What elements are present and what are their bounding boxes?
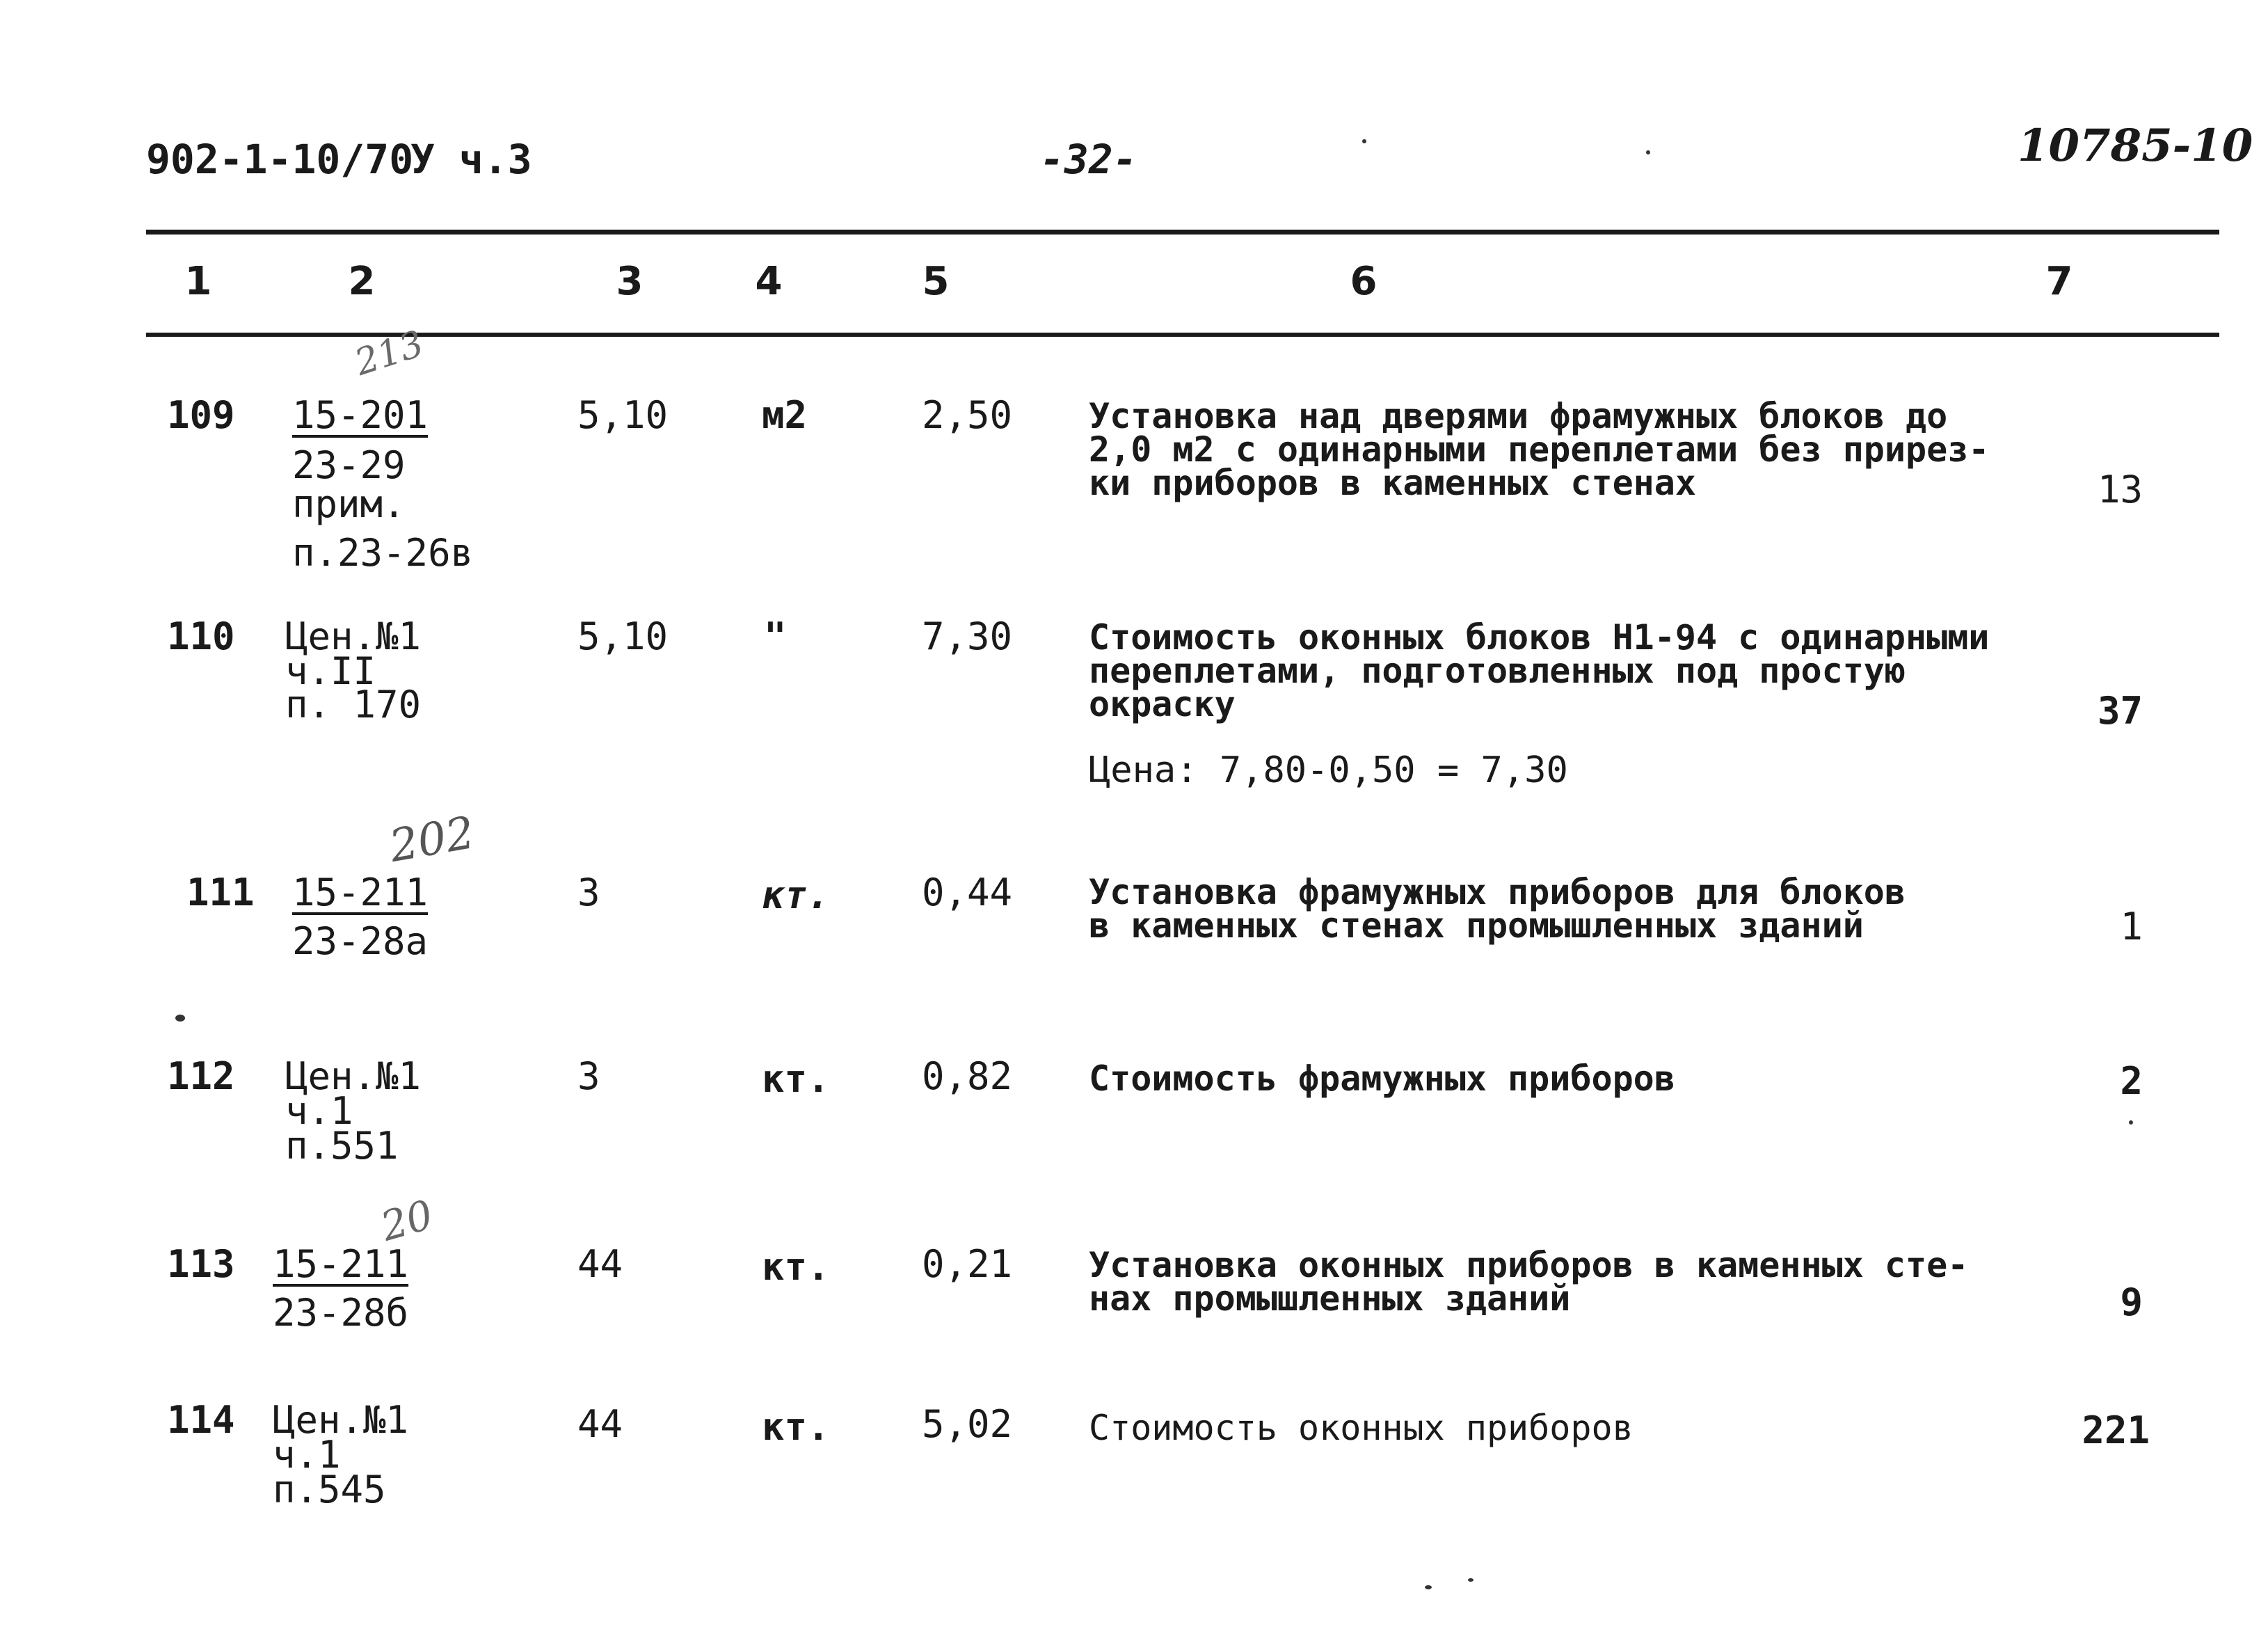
column-number-1: 1	[184, 259, 212, 304]
column-number-2: 2	[348, 259, 376, 304]
scan-speck	[1425, 1585, 1432, 1589]
column-number-4: 4	[755, 259, 783, 304]
unit-price: 7,30	[922, 614, 1013, 658]
unit: кт.	[762, 1245, 830, 1289]
unit: кт.	[762, 1405, 830, 1449]
quantity: 5,10	[577, 393, 669, 437]
handwritten-margin-note: 20	[376, 1191, 438, 1250]
description-line: 2,0 м2 с одинарными переплетами без прирез-	[1089, 429, 1990, 470]
norm-code-line: п. 170	[285, 683, 422, 726]
description-line: переплетами, подготовленных под простую	[1089, 651, 1906, 691]
row-number: 110	[167, 614, 235, 658]
column-number-7: 7	[2045, 259, 2073, 304]
norm-code-line: ч.II	[285, 649, 376, 693]
description-line: Стоимость фрамужных приборов	[1089, 1058, 1675, 1099]
norm-code: 15-201	[292, 393, 429, 437]
norm-code-line: п.23-26в	[292, 531, 474, 575]
header-bottom-rule	[146, 333, 2219, 337]
quantity: 3	[577, 871, 600, 914]
unit-price: 0,21	[922, 1242, 1013, 1286]
scan-speck	[2129, 1120, 2133, 1125]
row-number: 111	[186, 871, 255, 914]
archive-number: 10785-10	[2018, 120, 2253, 172]
table-top-rule	[146, 230, 2219, 235]
norm-code-line: 23-29	[292, 443, 406, 487]
description-line: Стоимость оконных блоков Н1-94 с одинарными	[1089, 617, 1990, 658]
scan-speck	[1646, 150, 1650, 154]
row-number: 112	[167, 1054, 235, 1098]
line-total: 221	[2082, 1408, 2150, 1452]
line-total: 1	[2120, 905, 2143, 948]
description-line: нах промышленных зданий	[1089, 1278, 1571, 1319]
norm-code-line: ч.1	[273, 1433, 341, 1477]
column-number-3: 3	[616, 259, 644, 304]
unit: "	[764, 614, 787, 658]
line-total: 13	[2097, 468, 2143, 511]
norm-code: 15-211	[292, 871, 429, 914]
unit-price: 5,02	[922, 1402, 1013, 1446]
scan-speck	[175, 1015, 185, 1022]
page-number: -32-	[1040, 136, 1137, 183]
description-line: Установка фрамужных приборов для блоков	[1089, 872, 1906, 912]
doc-code: 902-1-10/70	[146, 136, 414, 183]
norm-code-line: Цен.№1	[285, 614, 422, 658]
description-line: окраску	[1089, 684, 1236, 724]
row-number: 109	[167, 393, 235, 437]
description-line: Стоимость оконных приборов	[1089, 1408, 1634, 1448]
norm-code-line: ч.1	[285, 1089, 353, 1133]
unit-price: 0,82	[922, 1054, 1013, 1098]
norm-code-line: Цен.№1	[285, 1054, 422, 1098]
scan-speck	[1468, 1578, 1474, 1582]
row-number: 114	[167, 1398, 235, 1442]
quantity: 3	[577, 1054, 600, 1098]
line-total: 2	[2120, 1059, 2143, 1103]
norm-code-line: п.545	[273, 1468, 386, 1511]
handwritten-margin-note: 202	[385, 807, 479, 873]
norm-code-line: прим.	[292, 482, 406, 526]
unit: кт.	[762, 873, 830, 917]
doc-part: У ч.3	[410, 136, 532, 183]
row-number: 113	[167, 1242, 235, 1286]
column-number-5: 5	[922, 259, 950, 304]
line-total: 37	[2097, 689, 2143, 733]
column-number-6: 6	[1350, 259, 1377, 304]
description-line: Установка оконных приборов в каменных сте-	[1089, 1245, 1969, 1285]
norm-code-line: 23-28б	[273, 1291, 409, 1335]
norm-code-line: Цен.№1	[273, 1398, 409, 1442]
description-line: в каменных стенах промышленных зданий	[1089, 905, 1864, 946]
handwritten-margin-note: 213	[350, 323, 429, 384]
description-line: Установка над дверями фрамужных блоков до	[1089, 396, 1948, 436]
description-line: ки приборов в каменных стенах	[1089, 463, 1696, 503]
unit: кт.	[762, 1057, 830, 1101]
norm-code: 15-211	[273, 1242, 409, 1286]
quantity: 5,10	[577, 614, 669, 658]
line-total: 9	[2120, 1280, 2143, 1324]
price-calculation-note: Цена: 7,80-0,50 = 7,30	[1089, 749, 1568, 791]
unit-price: 0,44	[922, 871, 1013, 914]
unit: м2	[762, 393, 808, 437]
norm-code-line: п.551	[285, 1124, 399, 1168]
scan-speck	[1362, 139, 1366, 143]
quantity: 44	[577, 1242, 623, 1286]
norm-code-line: 23-28а	[292, 919, 429, 963]
quantity: 44	[577, 1402, 623, 1446]
unit-price: 2,50	[922, 393, 1013, 437]
